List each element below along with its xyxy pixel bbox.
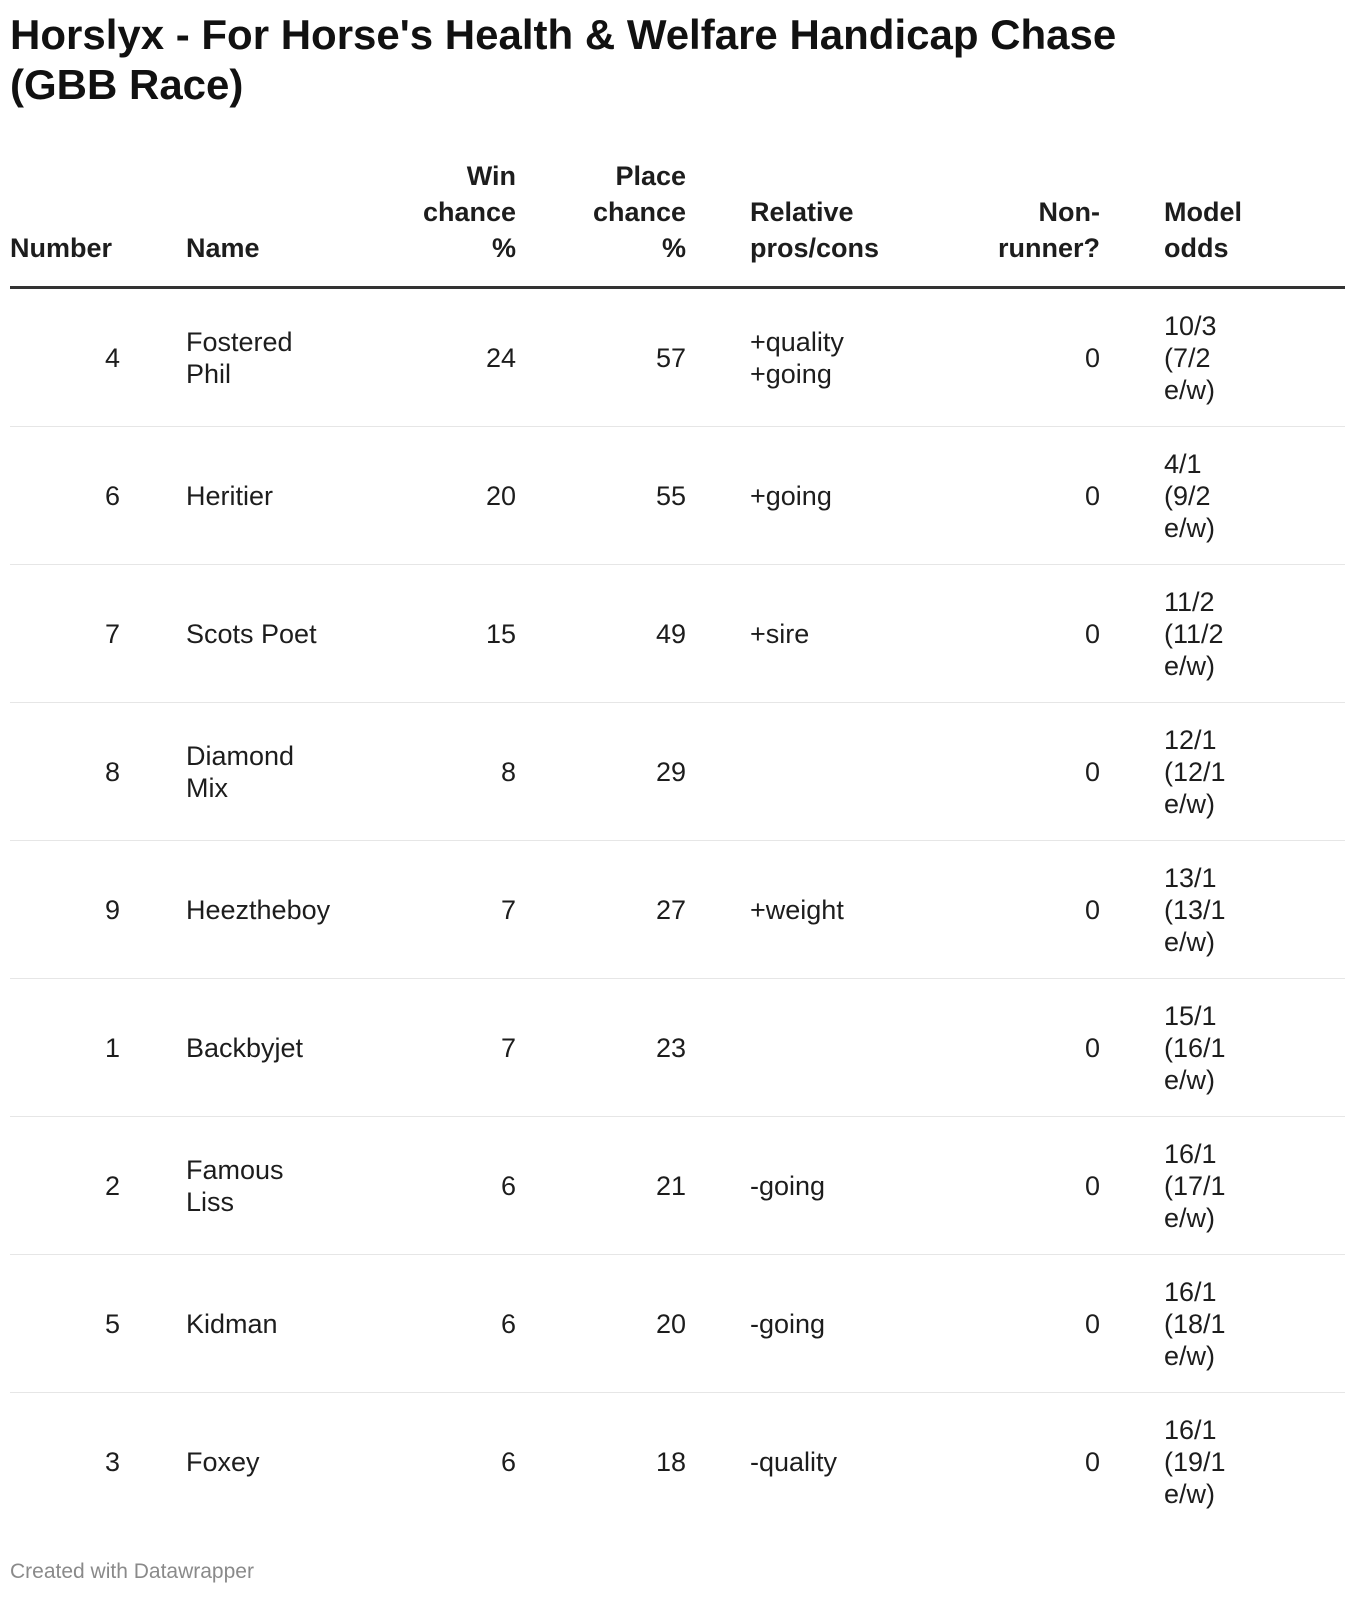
cell-win-chance: 6 [500,1446,516,1477]
cell-pros-cons [686,703,960,841]
cell-non-runner: 0 [960,1255,1100,1393]
cell-name: Scots Poet [180,565,346,703]
cell-model-odds: 4/1 (9/2 e/w) [1100,427,1345,565]
cell-place-chance: 21 [516,1117,686,1255]
chart-title: Horslyx - For Horse's Health & Welfare Handicap Chase (GBB Race) [10,11,1117,108]
cell-place-chance: 57 [516,288,686,427]
cell-number: 5 [10,1255,180,1393]
cell-name: Fostered Phil [180,288,346,427]
cell-model-odds: 12/1 (12/1 e/w) [1100,703,1345,841]
cell-non-runner: 0 [960,288,1100,427]
header-pros-cons[interactable]: Relative pros/cons [686,158,960,288]
table-row [10,979,1345,1117]
cell-win-chance: 7 [346,841,516,979]
cell-non-runner: 0 [960,427,1100,565]
cell-pros-cons [686,979,960,1117]
cell-win-chance: 7 [346,979,516,1117]
cell-name: Diamond Mix [180,703,346,841]
cell-non-runner: 0 [960,703,1100,841]
header-name[interactable]: Name [180,158,346,288]
cell-pros-cons: +going [686,427,960,565]
table-row [10,288,1345,427]
cell-model-odds: 11/2 (11/2 e/w) [1100,565,1345,703]
cell-pros-cons: +sire [686,565,960,703]
table-row [10,565,1345,703]
cell-name: Backbyjet [180,979,346,1117]
datawrapper-credit[interactable]: Created with Datawrapper [10,1560,254,1583]
cell-place-chance: 23 [516,979,686,1117]
cell-number: 3 [104,1446,120,1477]
header-model-odds[interactable]: Model odds [1100,158,1345,288]
cell-number: 4 [10,288,180,427]
header-place-chance[interactable]: Place chance % [516,158,686,288]
race-table [10,158,1345,1530]
cell-model-odds: 16/1 (18/1 e/w) [1100,1255,1345,1393]
cell-win-chance: 24 [346,288,516,427]
header-win-chance[interactable]: Win chance % [346,158,516,288]
cell-win-chance: 20 [346,427,516,565]
header-row [10,158,1345,288]
cell-pros-cons: +weight [686,841,960,979]
header-non-runner[interactable]: Non- runner? [960,158,1100,288]
table-row [10,1255,1345,1393]
table-row [10,1393,1345,1531]
cell-non-runner: 0 [960,841,1100,979]
table-row [10,427,1345,565]
cell-name: Heeztheboy [180,841,346,979]
cell-number: 8 [10,703,180,841]
cell-win-chance: 8 [346,703,516,841]
table-row [10,703,1345,841]
cell-non-runner: 0 [960,565,1100,703]
cell-model-odds: 13/1 (13/1 e/w) [1100,841,1345,979]
cell-place-chance: 29 [516,703,686,841]
cell-non-runner: 0 [1084,1446,1100,1477]
cell-place-chance: 55 [516,427,686,565]
cell-pros-cons: +quality +going [686,288,960,427]
cell-name: Heritier [180,427,346,565]
cell-pros-cons: -quality [750,1446,838,1477]
cell-pros-cons: -going [686,1255,960,1393]
cell-non-runner: 0 [960,1117,1100,1255]
cell-non-runner: 0 [960,979,1100,1117]
cell-model-odds: 16/1 (19/1 e/w) [1164,1414,1226,1509]
cell-number: 2 [10,1117,180,1255]
cell-name: Foxey [186,1446,260,1477]
cell-number: 9 [10,841,180,979]
cell-model-odds: 16/1 (17/1 e/w) [1100,1117,1345,1255]
header-number[interactable]: Number [10,158,180,288]
cell-win-chance: 6 [346,1117,516,1255]
cell-place-chance: 49 [516,565,686,703]
cell-name: Famous Liss [180,1117,346,1255]
cell-name: Kidman [180,1255,346,1393]
cell-number: 1 [10,979,180,1117]
cell-number: 7 [10,565,180,703]
cell-model-odds: 10/3 (7/2 e/w) [1100,288,1345,427]
cell-number: 6 [10,427,180,565]
cell-win-chance: 15 [346,565,516,703]
cell-place-chance: 20 [516,1255,686,1393]
table-row [10,841,1345,979]
cell-place-chance: 27 [516,841,686,979]
cell-pros-cons: -going [686,1117,960,1255]
cell-win-chance: 6 [346,1255,516,1393]
cell-model-odds: 15/1 (16/1 e/w) [1100,979,1345,1117]
cell-place-chance: 18 [655,1446,686,1477]
table-row [10,1117,1345,1255]
